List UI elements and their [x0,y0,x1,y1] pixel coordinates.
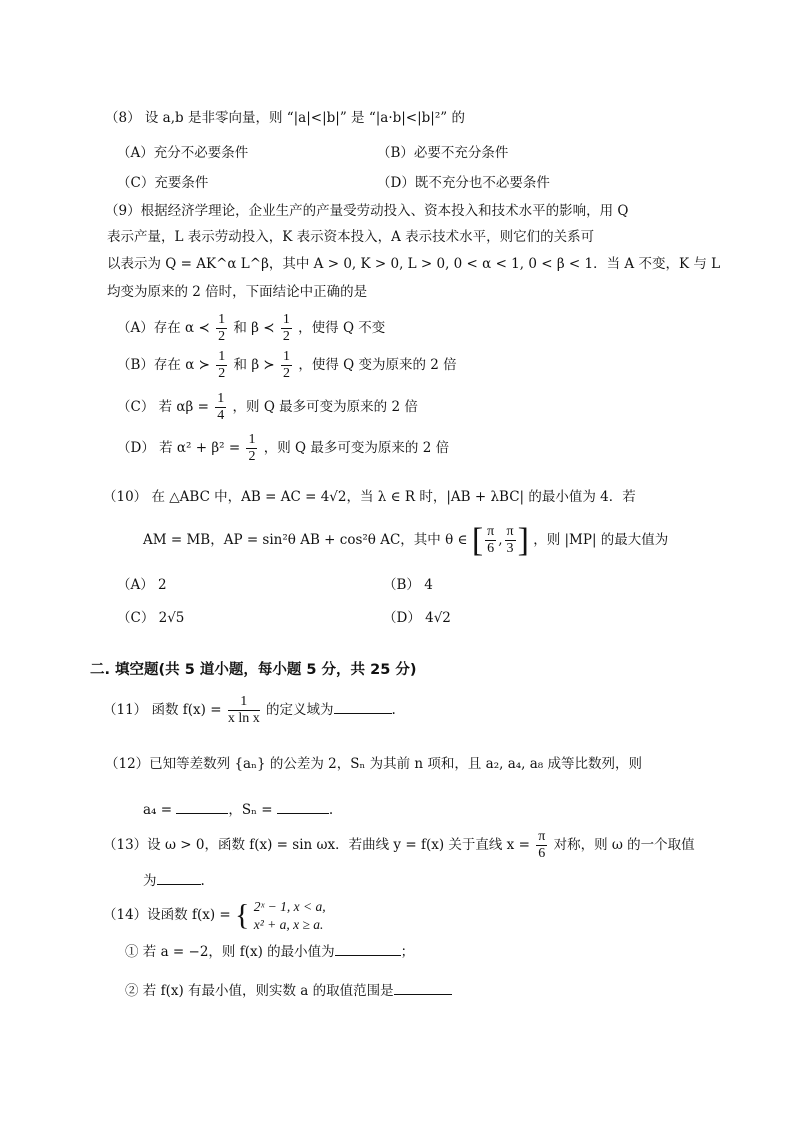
fraction-denominator: 4 [217,408,225,423]
fraction-denominator: 2 [248,449,256,464]
q14-item-1-end: ； [400,944,415,960]
fraction-denominator: 2 [282,329,290,344]
q13-end: . [200,873,205,889]
fraction-numerator: 1 [282,312,290,327]
q12-sn-label: ，Sₙ = [228,802,273,818]
fraction-pi-over-6 [536,829,547,862]
q13-line-2 [143,870,205,891]
fraction-pi-over-3 [505,524,516,557]
q8-option-a: （A）充分不必要条件 [117,145,249,161]
q9-option-b [117,347,457,383]
q8-option-c: （C）充要条件 [117,175,209,191]
q10-line-2-post: ，则 |MP| 的最大值为 [533,532,669,548]
answer-blank[interactable] [157,870,201,885]
fraction-denominator: 6 [487,541,495,556]
fraction-half [246,432,257,465]
q9-option-c [117,389,418,425]
fraction-denominator: 2 [218,366,226,381]
q9-line-2: 表示产量，L 表示劳动投入，K 表示资本投入，A 表示技术水平，则它们的关系可 [107,229,595,245]
q11-post: 的定义域为 [266,702,334,718]
fraction-numerator: π [538,829,546,844]
q11-pre: （11） 函数 f(x) = [103,702,222,718]
q12-line-1: （12）已知等差数列 {aₙ} 的公差为 2，Sₙ 为其前 n 项和，且 a₂, a₄, a₈ 成等比数列，则 [105,756,642,772]
fraction-numerator: 1 [218,312,226,327]
q9-option-a [117,310,385,346]
q14-definition [103,895,326,935]
q9-option-d [117,430,449,466]
q9-option-c-post: ，则 Q 最多可变为原来的 2 倍 [232,399,418,415]
left-brace: { [235,898,250,932]
q14-item-1 [125,941,414,962]
piecewise-cases [254,898,326,934]
answer-blank[interactable] [334,699,392,714]
q9-line-1: （9）根据经济学理论，企业生产的产量受劳动投入、资本投入和技术水平的影响，用 Q [105,203,629,219]
fraction-denominator: 2 [218,329,226,344]
q8-option-b: （B）必要不充分条件 [377,145,509,161]
q10-option-d: （D） 4√2 [383,610,451,626]
q8-option-d: （D）既不充分也不必要条件 [377,175,550,191]
q9-option-d-post: ，则 Q 最多可变为原来的 2 倍 [263,440,450,456]
fraction-half [216,312,227,345]
fraction-half [281,349,292,382]
answer-blank-a4[interactable] [176,799,228,814]
fraction-numerator: π [506,524,514,539]
q13-pre: （13）设 ω > 0，函数 f(x) = sin ωx．若曲线 y = f(x) 关于直线 x = [103,837,530,853]
q10-line-2 [143,520,668,560]
fraction-numerator: 1 [217,391,225,406]
fraction-numerator: 1 [218,349,226,364]
q14-item-2 [125,980,452,1001]
q9-line-4: 均变为原来的 2 倍时，下面结论中正确的是 [107,284,368,300]
q9-option-b-mid: 和 β ≻ [233,357,275,373]
fraction-numerator: π [487,524,495,539]
fraction-one-over-xlnx [228,694,260,727]
fraction-numerator: 1 [283,349,291,364]
q11-end: . [391,702,396,718]
q10-option-c: （C） 2√5 [117,610,185,626]
q12-line-2 [143,799,333,820]
q9-line-3: 以表示为 Q = AK^α L^β，其中 A > 0, K > 0, L > 0, 0 < α < 1, 0 < β < 1．当 A 不变，K 与 L [107,256,721,272]
q9-option-b-pre: （B）存在 α ≻ [117,357,210,373]
q14-item-2-text: ② 若 f(x) 有最小值，则实数 a 的取值范围是 [125,983,394,999]
q10-line-2-pre: AM = MB，AP = sin²θ AB + cos²θ AC，其中 θ ∈ [143,532,468,548]
fraction-pi-over-6 [485,524,496,557]
section-title: 二. 填空题(共 5 道小题，每小题 5 分，共 25 分) [90,662,417,678]
q9-option-a-mid: 和 β ≺ [233,320,275,336]
fraction-denominator: 2 [283,366,291,381]
fraction-numerator: 1 [248,432,256,447]
q9-option-a-pre: （A）存在 α ≺ [117,320,210,336]
q9-option-b-post: ，使得 Q 变为原来的 2 倍 [298,357,457,373]
answer-blank[interactable] [335,941,401,956]
q14-item-1-text: ① 若 a = −2，则 f(x) 的最小值为 [125,944,335,960]
answer-blank-sn[interactable] [277,799,329,814]
case-1: 2ˣ − 1, x < a, [253,898,326,914]
q11 [103,690,396,730]
fraction-denominator: x ln x [227,711,260,726]
q10-option-b: （B） 4 [383,577,433,593]
q10-option-a: （A） 2 [117,577,167,593]
q14-pre: （14）设函数 f(x) = [103,907,231,923]
q13-line-2-label: 为 [143,873,157,889]
fraction-half [281,312,292,345]
q13-post: 对称，则 ω 的一个取值 [553,837,695,853]
q9-option-c-pre: （C） 若 αβ = [117,399,209,415]
fraction-quarter [215,391,226,424]
comma: , [498,532,503,548]
case-2: x² + a, x ≥ a. [253,916,324,932]
q13-line-1 [103,826,695,864]
q9-option-d-pre: （D） 若 α² + β² = [117,440,241,456]
q8-stem: （8） 设 a,b 是非零向量，则 “|a|<|b|” 是 “|a·b|<|b|²” 的 [105,110,465,126]
fraction-denominator: 3 [506,541,514,556]
q9-option-a-post: ，使得 Q 不变 [298,320,386,336]
fraction-half [216,349,227,382]
q12-end: . [328,802,334,818]
fraction-numerator: 1 [228,694,260,711]
right-bracket: ] [517,521,529,559]
answer-blank[interactable] [394,980,452,995]
q10-line-1: （10） 在 △ABC 中，AB = AC = 4√2，当 λ ∈ R 时，|AB + λBC| 的最小值为 4．若 [103,489,636,505]
q12-a4-label: a₄ = [143,802,173,818]
left-bracket: [ [471,521,484,559]
fraction-denominator: 6 [538,846,546,861]
